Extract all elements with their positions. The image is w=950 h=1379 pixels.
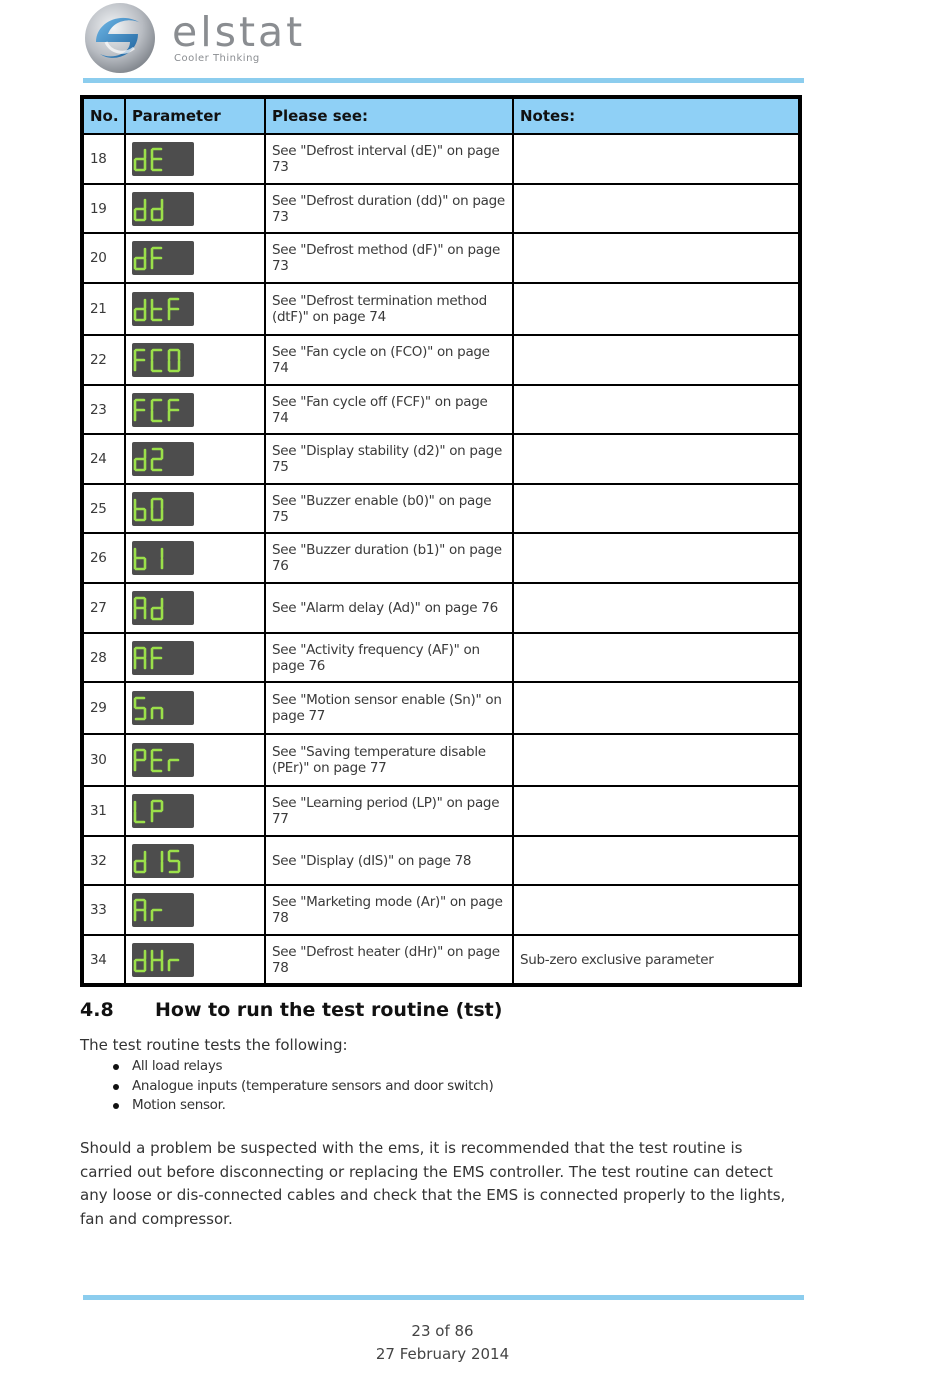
lcd-code-icon — [132, 895, 192, 925]
cell-notes — [513, 786, 800, 836]
section-intro: The test routine tests the following: — [80, 1036, 348, 1054]
parameter-display — [132, 492, 194, 526]
table-row — [82, 335, 800, 385]
lcd-code-icon — [132, 593, 192, 623]
cell-no: 20 — [82, 233, 125, 283]
list-item: All load relays — [110, 1057, 493, 1077]
parameter-display — [132, 943, 194, 977]
elstat-logo-icon — [84, 2, 156, 74]
cell-no: 19 — [82, 184, 125, 233]
elstat-logo — [84, 2, 314, 74]
cell-please-see: See "Learning period (LP)" on page 77 — [265, 786, 513, 836]
table-header-row — [82, 97, 800, 134]
table-row — [82, 935, 800, 985]
cell-notes — [513, 434, 800, 484]
cell-parameter — [125, 786, 265, 836]
header-rule — [83, 78, 804, 83]
cell-no: 28 — [82, 633, 125, 682]
lcd-code-icon — [132, 444, 192, 474]
cell-notes — [513, 233, 800, 283]
cell-no: 24 — [82, 434, 125, 484]
header-parameter: Parameter — [125, 97, 265, 134]
parameter-display — [132, 142, 194, 176]
cell-no: 21 — [82, 283, 125, 335]
lcd-code-icon — [132, 395, 192, 425]
cell-please-see: See "Defrost termination method (dtF)" on page 74 — [265, 283, 513, 335]
cell-parameter — [125, 484, 265, 533]
table-row — [82, 633, 800, 682]
parameter-table — [80, 95, 802, 987]
cell-notes — [513, 335, 800, 385]
cell-notes — [513, 633, 800, 682]
lcd-code-icon — [132, 945, 192, 975]
cell-no: 30 — [82, 734, 125, 786]
footer-date: 27 February 2014 — [375, 1345, 510, 1363]
section-number: 4.8 — [80, 999, 114, 1021]
cell-please-see: See "Defrost duration (dd)" on page 73 — [265, 184, 513, 233]
cell-parameter — [125, 533, 265, 583]
table-row — [82, 184, 800, 233]
cell-notes: Sub-zero exclusive parameter — [513, 935, 800, 985]
lcd-code-icon — [132, 693, 192, 723]
cell-parameter — [125, 583, 265, 633]
cell-notes — [513, 682, 800, 734]
cell-parameter — [125, 335, 265, 385]
cell-parameter — [125, 633, 265, 682]
cell-notes — [513, 583, 800, 633]
table-row — [82, 434, 800, 484]
cell-no: 18 — [82, 134, 125, 184]
lcd-code-icon — [132, 294, 192, 324]
cell-parameter — [125, 184, 265, 233]
lcd-code-icon — [132, 745, 192, 775]
cell-no: 29 — [82, 682, 125, 734]
brand-name: elstat — [172, 8, 306, 56]
list-item: Motion sensor. — [110, 1096, 493, 1116]
cell-no: 33 — [82, 885, 125, 935]
parameter-display — [132, 241, 194, 275]
list-item: Analogue inputs (temperature sensors and door switch) — [110, 1077, 493, 1097]
parameter-display — [132, 393, 194, 427]
lcd-code-icon — [132, 345, 192, 375]
cell-please-see: See "Alarm delay (Ad)" on page 76 — [265, 583, 513, 633]
cell-parameter — [125, 836, 265, 885]
table-row — [82, 682, 800, 734]
parameter-display — [132, 541, 194, 575]
cell-please-see: See "Marketing mode (Ar)" on page 78 — [265, 885, 513, 935]
cell-no: 25 — [82, 484, 125, 533]
lcd-code-icon — [132, 543, 192, 573]
table-row — [82, 836, 800, 885]
cell-please-see: See "Defrost method (dF)" on page 73 — [265, 233, 513, 283]
cell-notes — [513, 385, 800, 434]
parameter-display — [132, 343, 194, 377]
parameter-display — [132, 844, 194, 878]
cell-please-see: See "Display stability (d2)" on page 75 — [265, 434, 513, 484]
footer-rule — [83, 1295, 804, 1300]
parameter-display — [132, 794, 194, 828]
lcd-code-icon — [132, 194, 192, 224]
table-row — [82, 734, 800, 786]
cell-parameter — [125, 134, 265, 184]
table-row — [82, 786, 800, 836]
test-list — [110, 1057, 493, 1116]
cell-no: 27 — [82, 583, 125, 633]
table-row — [82, 233, 800, 283]
header-no: No. — [82, 97, 125, 134]
cell-notes — [513, 533, 800, 583]
lcd-code-icon — [132, 846, 192, 876]
table-row — [82, 885, 800, 935]
cell-please-see: See "Display (dIS)" on page 78 — [265, 836, 513, 885]
page-number: 23 of 86 — [411, 1322, 474, 1340]
cell-parameter — [125, 233, 265, 283]
table-row — [82, 484, 800, 533]
table-row — [82, 134, 800, 184]
parameter-display — [132, 591, 194, 625]
cell-parameter — [125, 734, 265, 786]
lcd-code-icon — [132, 643, 192, 673]
parameter-display — [132, 292, 194, 326]
cell-parameter — [125, 283, 265, 335]
parameter-display — [132, 691, 194, 725]
cell-notes — [513, 184, 800, 233]
section-title: How to run the test routine (tst) — [155, 999, 503, 1021]
table-row — [82, 583, 800, 633]
cell-please-see: See "Defrost interval (dE)" on page 73 — [265, 134, 513, 184]
cell-parameter — [125, 885, 265, 935]
cell-notes — [513, 885, 800, 935]
cell-please-see: See "Fan cycle off (FCF)" on page 74 — [265, 385, 513, 434]
cell-please-see: See "Defrost heater (dHr)" on page 78 — [265, 935, 513, 985]
header-notes: Notes: — [513, 97, 800, 134]
cell-no: 32 — [82, 836, 125, 885]
cell-notes — [513, 134, 800, 184]
brand-tagline: Cooler Thinking — [174, 53, 260, 64]
header-please-see: Please see: — [265, 97, 513, 134]
parameter-display — [132, 893, 194, 927]
lcd-code-icon — [132, 796, 192, 826]
lcd-code-icon — [132, 144, 192, 174]
cell-please-see: See "Buzzer duration (b1)" on page 76 — [265, 533, 513, 583]
parameter-display — [132, 743, 194, 777]
cell-parameter — [125, 935, 265, 985]
cell-notes — [513, 283, 800, 335]
parameter-display — [132, 192, 194, 226]
table-row — [82, 533, 800, 583]
lcd-code-icon — [132, 243, 192, 273]
cell-please-see: See "Motion sensor enable (Sn)" on page 77 — [265, 682, 513, 734]
cell-no: 31 — [82, 786, 125, 836]
cell-no: 23 — [82, 385, 125, 434]
cell-no: 26 — [82, 533, 125, 583]
cell-please-see: See "Buzzer enable (b0)" on page 75 — [265, 484, 513, 533]
cell-please-see: See "Activity frequency (AF)" on page 76 — [265, 633, 513, 682]
cell-please-see: See "Fan cycle on (FCO)" on page 74 — [265, 335, 513, 385]
cell-notes — [513, 836, 800, 885]
cell-parameter — [125, 682, 265, 734]
parameter-display — [132, 641, 194, 675]
cell-please-see: See "Saving temperature disable (PEr)" on page 77 — [265, 734, 513, 786]
section-heading — [80, 999, 502, 1021]
cell-parameter — [125, 434, 265, 484]
table-row — [82, 283, 800, 335]
table-row — [82, 385, 800, 434]
cell-notes — [513, 734, 800, 786]
cell-no: 22 — [82, 335, 125, 385]
section-paragraph: Should a problem be suspected with the ems, it is recommended that the test routine is carried out before disconnecting or replacing the EMS controller. The test routine can detect any loose or dis-connected cables and check that the EMS is connected properly to the lights, fan and compressor. — [80, 1139, 786, 1228]
cell-parameter — [125, 385, 265, 434]
cell-notes — [513, 484, 800, 533]
lcd-code-icon — [132, 494, 192, 524]
parameter-display — [132, 442, 194, 476]
cell-no: 34 — [82, 935, 125, 985]
